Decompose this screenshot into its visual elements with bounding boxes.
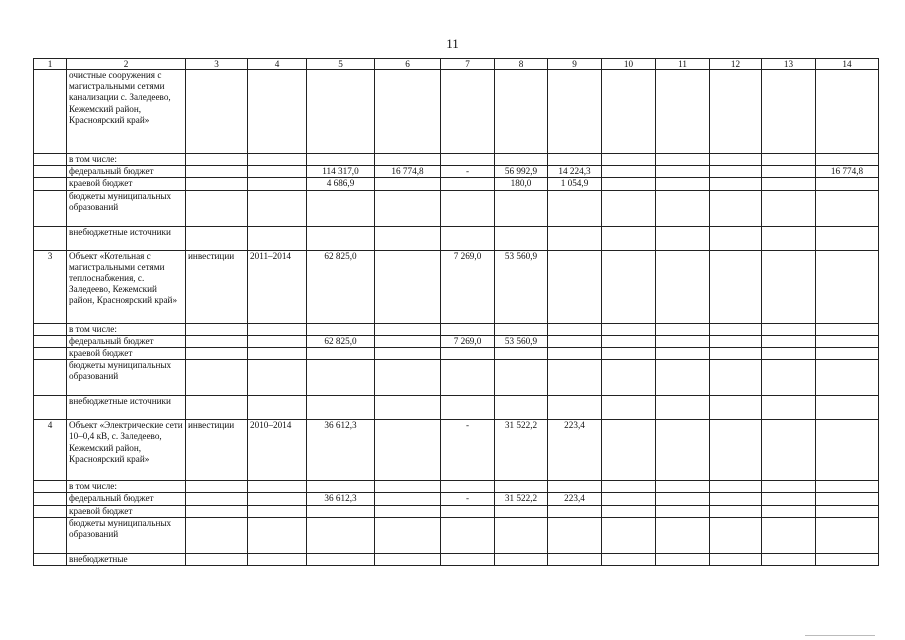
cell-col-14: [816, 360, 879, 396]
cell-col-11: [656, 226, 710, 250]
cell-col-4: [248, 70, 307, 154]
cell-col-14: [816, 178, 879, 190]
cell-col-12: [710, 250, 762, 323]
cell-col-1: [34, 190, 67, 226]
cell-col-9: [548, 517, 602, 553]
cell-col-8: [495, 517, 548, 553]
cell-col-2: федеральный бюджет: [67, 493, 186, 505]
cell-col-14: [816, 190, 879, 226]
cell-col-6: [375, 250, 441, 323]
cell-col-9: [548, 323, 602, 335]
cell-col-14: [816, 553, 879, 565]
cell-col-1: [34, 348, 67, 360]
cell-col-1: [34, 166, 67, 178]
cell-col-9: [548, 396, 602, 420]
cell-col-13: [762, 493, 816, 505]
cell-col-10: [602, 166, 656, 178]
cell-col-6: [375, 335, 441, 347]
table-row: [34, 348, 879, 360]
cell-col-8: [495, 360, 548, 396]
cell-col-4: [248, 553, 307, 565]
table-row: [34, 481, 879, 493]
cell-col-5: [307, 505, 375, 517]
cell-col-3: инвестиции: [186, 250, 248, 323]
cell-col-11: [656, 335, 710, 347]
table-row: [34, 553, 879, 565]
cell-col-4: [248, 178, 307, 190]
cell-col-8: [495, 190, 548, 226]
cell-col-1: [34, 178, 67, 190]
cell-col-11: [656, 190, 710, 226]
cell-col-7: [441, 553, 495, 565]
column-header: 7: [441, 59, 495, 70]
cell-col-13: [762, 154, 816, 166]
cell-col-12: [710, 166, 762, 178]
cell-col-7: [441, 505, 495, 517]
cell-col-12: [710, 396, 762, 420]
cell-col-2: в том числе:: [67, 154, 186, 166]
cell-col-8: [495, 505, 548, 517]
cell-col-6: [375, 178, 441, 190]
cell-col-1: [34, 323, 67, 335]
cell-col-13: [762, 420, 816, 481]
cell-col-8: 56 992,9: [495, 166, 548, 178]
cell-col-9: 1 054,9: [548, 178, 602, 190]
cell-col-2: внебюджетные источники: [67, 396, 186, 420]
cell-col-10: [602, 70, 656, 154]
cell-col-13: [762, 396, 816, 420]
cell-col-5: 36 612,3: [307, 493, 375, 505]
column-header: 13: [762, 59, 816, 70]
cell-col-13: [762, 348, 816, 360]
cell-col-14: [816, 154, 879, 166]
cell-col-13: [762, 250, 816, 323]
cell-col-7: [441, 360, 495, 396]
cell-col-13: [762, 360, 816, 396]
cell-col-7: [441, 396, 495, 420]
cell-col-12: [710, 493, 762, 505]
cell-col-12: [710, 517, 762, 553]
cell-col-3: [186, 505, 248, 517]
cell-col-9: [548, 70, 602, 154]
cell-col-8: [495, 323, 548, 335]
cell-col-6: [375, 154, 441, 166]
cell-col-11: [656, 250, 710, 323]
table-row: [34, 335, 879, 347]
cell-col-12: [710, 553, 762, 565]
cell-col-11: [656, 396, 710, 420]
column-header: 2: [67, 59, 186, 70]
cell-col-9: 223,4: [548, 493, 602, 505]
cell-col-6: [375, 505, 441, 517]
cell-col-1: [34, 396, 67, 420]
scan-edge-mark: [805, 635, 875, 636]
cell-col-5: [307, 360, 375, 396]
cell-col-3: [186, 323, 248, 335]
cell-col-7: [441, 178, 495, 190]
cell-col-11: [656, 493, 710, 505]
cell-col-6: [375, 323, 441, 335]
table-row: [34, 250, 879, 323]
cell-col-12: [710, 420, 762, 481]
cell-col-9: [548, 360, 602, 396]
cell-col-5: [307, 226, 375, 250]
cell-col-12: [710, 323, 762, 335]
cell-col-10: [602, 360, 656, 396]
cell-col-10: [602, 396, 656, 420]
cell-col-10: [602, 420, 656, 481]
cell-col-9: [548, 348, 602, 360]
cell-col-13: [762, 226, 816, 250]
table-body: [34, 59, 879, 566]
cell-col-5: [307, 190, 375, 226]
cell-col-13: [762, 190, 816, 226]
cell-col-13: [762, 553, 816, 565]
cell-col-8: [495, 481, 548, 493]
cell-col-12: [710, 178, 762, 190]
table-header-row: [34, 59, 879, 70]
cell-col-3: [186, 335, 248, 347]
cell-col-3: [186, 178, 248, 190]
column-header: 12: [710, 59, 762, 70]
column-header: 5: [307, 59, 375, 70]
cell-col-11: [656, 505, 710, 517]
cell-col-11: [656, 70, 710, 154]
cell-col-6: [375, 226, 441, 250]
table-row: [34, 323, 879, 335]
cell-col-5: [307, 70, 375, 154]
cell-col-3: [186, 517, 248, 553]
cell-col-6: [375, 517, 441, 553]
cell-col-6: 16 774,8: [375, 166, 441, 178]
cell-col-14: [816, 481, 879, 493]
cell-col-4: [248, 348, 307, 360]
table-row: [34, 505, 879, 517]
table-row: [34, 493, 879, 505]
cell-col-8: [495, 226, 548, 250]
cell-col-2: очистные сооружения с магистральными сетями канализации с. Заледеево, Кежемский район, Красноярский край»: [67, 70, 186, 154]
cell-col-1: [34, 553, 67, 565]
cell-col-13: [762, 505, 816, 517]
cell-col-8: [495, 154, 548, 166]
cell-col-1: [34, 481, 67, 493]
cell-col-13: [762, 166, 816, 178]
cell-col-10: [602, 335, 656, 347]
cell-col-12: [710, 226, 762, 250]
cell-col-6: [375, 420, 441, 481]
cell-col-1: [34, 154, 67, 166]
cell-col-2: краевой бюджет: [67, 505, 186, 517]
column-header: 8: [495, 59, 548, 70]
cell-col-14: [816, 335, 879, 347]
column-header: 10: [602, 59, 656, 70]
table-row: [34, 360, 879, 396]
cell-col-4: [248, 396, 307, 420]
cell-col-2: бюджеты муниципальных образований: [67, 360, 186, 396]
cell-col-9: [548, 190, 602, 226]
cell-col-5: 114 317,0: [307, 166, 375, 178]
cell-col-3: [186, 493, 248, 505]
cell-col-8: 31 522,2: [495, 493, 548, 505]
cell-col-1: [34, 226, 67, 250]
cell-col-1: [34, 70, 67, 154]
cell-col-5: [307, 323, 375, 335]
cell-col-3: [186, 226, 248, 250]
budget-table: [33, 58, 879, 566]
cell-col-8: 53 560,9: [495, 335, 548, 347]
cell-col-7: [441, 70, 495, 154]
cell-col-2: бюджеты муниципальных образований: [67, 517, 186, 553]
cell-col-3: [186, 360, 248, 396]
cell-col-1: [34, 360, 67, 396]
table-row: [34, 396, 879, 420]
cell-col-1: 4: [34, 420, 67, 481]
cell-col-13: [762, 70, 816, 154]
cell-col-11: [656, 360, 710, 396]
cell-col-11: [656, 154, 710, 166]
cell-col-2: федеральный бюджет: [67, 335, 186, 347]
cell-col-5: [307, 553, 375, 565]
cell-col-12: [710, 481, 762, 493]
cell-col-4: [248, 166, 307, 178]
cell-col-3: [186, 166, 248, 178]
cell-col-1: [34, 517, 67, 553]
cell-col-5: [307, 348, 375, 360]
cell-col-2: в том числе:: [67, 323, 186, 335]
cell-col-4: [248, 517, 307, 553]
cell-col-11: [656, 323, 710, 335]
cell-col-12: [710, 70, 762, 154]
cell-col-14: [816, 70, 879, 154]
table-row: [34, 420, 879, 481]
cell-col-9: [548, 553, 602, 565]
cell-col-8: [495, 553, 548, 565]
cell-col-11: [656, 517, 710, 553]
column-header: 1: [34, 59, 67, 70]
cell-col-4: [248, 154, 307, 166]
cell-col-7: [441, 323, 495, 335]
cell-col-7: -: [441, 166, 495, 178]
column-header: 11: [656, 59, 710, 70]
cell-col-4: [248, 493, 307, 505]
cell-col-8: 31 522,2: [495, 420, 548, 481]
cell-col-3: [186, 396, 248, 420]
cell-col-8: 53 560,9: [495, 250, 548, 323]
cell-col-12: [710, 335, 762, 347]
cell-col-5: 62 825,0: [307, 335, 375, 347]
cell-col-5: [307, 481, 375, 493]
cell-col-14: [816, 517, 879, 553]
cell-col-7: [441, 154, 495, 166]
cell-col-7: -: [441, 420, 495, 481]
cell-col-9: [548, 226, 602, 250]
cell-col-1: [34, 505, 67, 517]
column-header: 6: [375, 59, 441, 70]
table-row: [34, 226, 879, 250]
cell-col-14: [816, 323, 879, 335]
cell-col-11: [656, 178, 710, 190]
cell-col-12: [710, 505, 762, 517]
cell-col-8: [495, 396, 548, 420]
cell-col-4: [248, 226, 307, 250]
cell-col-10: [602, 505, 656, 517]
cell-col-14: [816, 226, 879, 250]
cell-col-2: внебюджетные источники: [67, 226, 186, 250]
cell-col-3: [186, 190, 248, 226]
cell-col-7: [441, 517, 495, 553]
page-number: 11: [446, 36, 459, 51]
cell-col-2: краевой бюджет: [67, 178, 186, 190]
cell-col-4: [248, 323, 307, 335]
cell-col-12: [710, 154, 762, 166]
cell-col-14: [816, 420, 879, 481]
cell-col-13: [762, 517, 816, 553]
cell-col-4: [248, 335, 307, 347]
cell-col-9: [548, 505, 602, 517]
cell-col-1: [34, 335, 67, 347]
cell-col-7: 7 269,0: [441, 335, 495, 347]
cell-col-8: [495, 348, 548, 360]
column-header: 9: [548, 59, 602, 70]
cell-col-6: [375, 396, 441, 420]
cell-col-14: [816, 493, 879, 505]
cell-col-13: [762, 178, 816, 190]
cell-col-7: -: [441, 493, 495, 505]
cell-col-7: 7 269,0: [441, 250, 495, 323]
cell-col-9: [548, 154, 602, 166]
cell-col-5: 4 686,9: [307, 178, 375, 190]
cell-col-11: [656, 166, 710, 178]
cell-col-5: [307, 396, 375, 420]
cell-col-4: 2010–2014: [248, 420, 307, 481]
table-row: [34, 190, 879, 226]
cell-col-14: [816, 250, 879, 323]
cell-col-2: краевой бюджет: [67, 348, 186, 360]
cell-col-7: [441, 348, 495, 360]
cell-col-11: [656, 481, 710, 493]
cell-col-10: [602, 493, 656, 505]
cell-col-6: [375, 70, 441, 154]
cell-col-13: [762, 335, 816, 347]
cell-col-3: [186, 348, 248, 360]
cell-col-2: внебюджетные: [67, 553, 186, 565]
table-row: [34, 178, 879, 190]
cell-col-2: бюджеты муниципальных образований: [67, 190, 186, 226]
cell-col-11: [656, 553, 710, 565]
cell-col-9: [548, 250, 602, 323]
cell-col-3: [186, 553, 248, 565]
cell-col-6: [375, 360, 441, 396]
cell-col-10: [602, 154, 656, 166]
cell-col-9: 223,4: [548, 420, 602, 481]
cell-col-4: [248, 360, 307, 396]
cell-col-12: [710, 190, 762, 226]
cell-col-10: [602, 190, 656, 226]
cell-col-10: [602, 517, 656, 553]
cell-col-10: [602, 323, 656, 335]
table-row: [34, 517, 879, 553]
cell-col-4: [248, 505, 307, 517]
cell-col-12: [710, 348, 762, 360]
table-row: [34, 166, 879, 178]
column-header: 14: [816, 59, 879, 70]
cell-col-14: [816, 348, 879, 360]
cell-col-1: 3: [34, 250, 67, 323]
cell-col-6: [375, 348, 441, 360]
cell-col-4: 2011–2014: [248, 250, 307, 323]
cell-col-6: [375, 190, 441, 226]
cell-col-4: [248, 481, 307, 493]
cell-col-7: [441, 226, 495, 250]
cell-col-5: 36 612,3: [307, 420, 375, 481]
cell-col-14: [816, 396, 879, 420]
cell-col-2: в том числе:: [67, 481, 186, 493]
cell-col-8: [495, 70, 548, 154]
cell-col-14: 16 774,8: [816, 166, 879, 178]
cell-col-1: [34, 493, 67, 505]
cell-col-3: [186, 154, 248, 166]
cell-col-10: [602, 481, 656, 493]
cell-col-11: [656, 348, 710, 360]
column-header: 4: [248, 59, 307, 70]
cell-col-3: [186, 70, 248, 154]
cell-col-7: [441, 190, 495, 226]
cell-col-13: [762, 323, 816, 335]
table-row: [34, 154, 879, 166]
cell-col-6: [375, 553, 441, 565]
cell-col-10: [602, 178, 656, 190]
cell-col-6: [375, 481, 441, 493]
cell-col-10: [602, 226, 656, 250]
cell-col-10: [602, 250, 656, 323]
cell-col-9: 14 224,3: [548, 166, 602, 178]
column-header: 3: [186, 59, 248, 70]
cell-col-5: [307, 517, 375, 553]
cell-col-11: [656, 420, 710, 481]
cell-col-2: федеральный бюджет: [67, 166, 186, 178]
table-row: [34, 70, 879, 154]
cell-col-9: [548, 335, 602, 347]
cell-col-12: [710, 360, 762, 396]
cell-col-8: 180,0: [495, 178, 548, 190]
cell-col-13: [762, 481, 816, 493]
cell-col-5: 62 825,0: [307, 250, 375, 323]
cell-col-5: [307, 154, 375, 166]
cell-col-10: [602, 553, 656, 565]
cell-col-6: [375, 493, 441, 505]
cell-col-3: инвестиции: [186, 420, 248, 481]
cell-col-9: [548, 481, 602, 493]
cell-col-7: [441, 481, 495, 493]
cell-col-2: Объект «Котельная с магистральными сетями теплоснабжения, с. Заледеево, Кежемский район, Красноярский край»: [67, 250, 186, 323]
cell-col-3: [186, 481, 248, 493]
cell-col-4: [248, 190, 307, 226]
cell-col-14: [816, 505, 879, 517]
cell-col-10: [602, 348, 656, 360]
cell-col-2: Объект «Электрические сети 10–0,4 кВ, с. Заледеево, Кежемский район, Красноярский край»: [67, 420, 186, 481]
